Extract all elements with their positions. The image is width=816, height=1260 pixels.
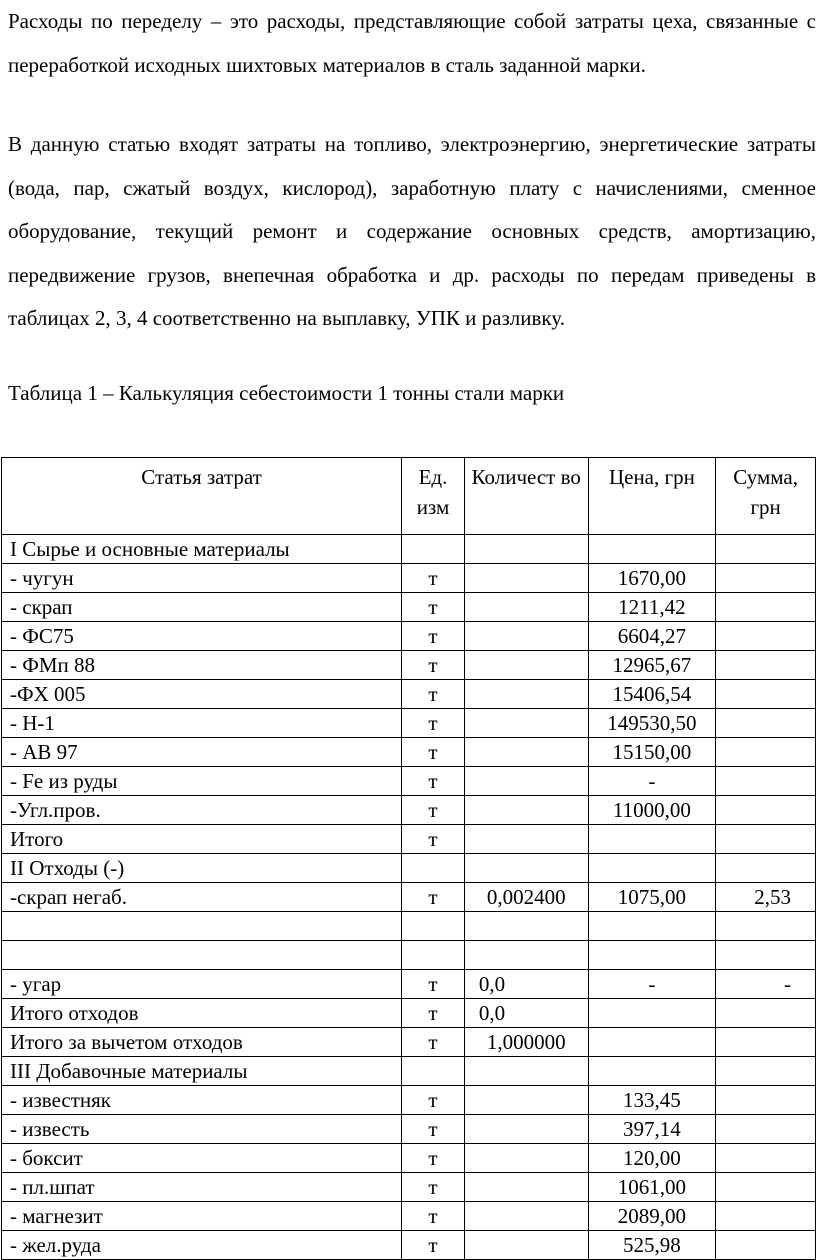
table-row: [2, 651, 816, 680]
table-row: [2, 1144, 816, 1173]
cell-price: -: [588, 970, 716, 999]
cell-quantity: [464, 912, 588, 941]
cell-unit: [402, 912, 465, 941]
table-row: [2, 825, 816, 854]
cell-cost-item: - Н-1: [2, 709, 402, 738]
cell-cost-item: - боксит: [2, 1144, 402, 1173]
cell-sum: [716, 941, 816, 970]
cell-price: [588, 535, 716, 564]
cell-price: -: [588, 767, 716, 796]
cell-cost-item: - угар: [2, 970, 402, 999]
table-row: [2, 1057, 816, 1086]
cell-price: 133,45: [588, 1086, 716, 1115]
cell-sum: [716, 1086, 816, 1115]
table-row: [2, 1115, 816, 1144]
cell-unit: т: [402, 1144, 465, 1173]
cell-unit: т: [402, 564, 465, 593]
cell-sum: [716, 1173, 816, 1202]
cell-quantity: 1,000000: [464, 1028, 588, 1057]
cell-cost-item: -скрап негаб.: [2, 883, 402, 912]
cell-cost-item: [2, 912, 402, 941]
cell-price: [588, 1028, 716, 1057]
cell-cost-item: II Отходы (-): [2, 854, 402, 883]
cell-cost-item: - магнезит: [2, 1202, 402, 1231]
cell-sum: [716, 912, 816, 941]
cell-price: [588, 941, 716, 970]
table-row: [2, 680, 816, 709]
cell-sum: [716, 796, 816, 825]
cell-sum: [716, 622, 816, 651]
table-header-row: [2, 458, 816, 535]
cell-unit: т: [402, 970, 465, 999]
header-price: Цена, грн: [588, 458, 716, 535]
cell-quantity: [464, 1057, 588, 1086]
table-row: [2, 883, 816, 912]
cell-quantity: [464, 1231, 588, 1260]
cell-unit: [402, 1057, 465, 1086]
cell-price: 15150,00: [588, 738, 716, 767]
cell-sum: [716, 767, 816, 796]
cell-cost-item: - пл.шпат: [2, 1173, 402, 1202]
header-sum: Сумма, грн: [716, 458, 816, 535]
table-row: [2, 767, 816, 796]
table-row: [2, 1028, 816, 1057]
cell-sum: [716, 999, 816, 1028]
cell-price: [588, 912, 716, 941]
header-unit: Ед. изм: [402, 458, 465, 535]
cell-quantity: [464, 535, 588, 564]
cell-cost-item: - Fe из руды: [2, 767, 402, 796]
cell-price: 6604,27: [588, 622, 716, 651]
cell-unit: т: [402, 1202, 465, 1231]
table-row: [2, 738, 816, 767]
cell-cost-item: -ФХ 005: [2, 680, 402, 709]
cell-unit: т: [402, 825, 465, 854]
cell-unit: т: [402, 738, 465, 767]
cell-sum: [716, 1231, 816, 1260]
cell-sum: [716, 1028, 816, 1057]
cell-unit: т: [402, 593, 465, 622]
cell-unit: т: [402, 1028, 465, 1057]
cell-cost-item: Итого за вычетом отходов: [2, 1028, 402, 1057]
cell-cost-item: Итого отходов: [2, 999, 402, 1028]
cell-price: 149530,50: [588, 709, 716, 738]
table-row: [2, 854, 816, 883]
cell-price: 15406,54: [588, 680, 716, 709]
cell-price: [588, 1057, 716, 1086]
cell-price: 2089,00: [588, 1202, 716, 1231]
cell-price: 1075,00: [588, 883, 716, 912]
cell-unit: [402, 535, 465, 564]
cell-unit: т: [402, 651, 465, 680]
cell-cost-item: - известняк: [2, 1086, 402, 1115]
cell-unit: т: [402, 1173, 465, 1202]
cell-sum: [716, 825, 816, 854]
cell-sum: [716, 854, 816, 883]
cell-cost-item: I Сырье и основные материалы: [2, 535, 402, 564]
cell-cost-item: [2, 941, 402, 970]
cell-sum: -: [716, 970, 816, 999]
table-row: [2, 709, 816, 738]
cell-unit: т: [402, 1115, 465, 1144]
table-row: [2, 941, 816, 970]
cell-quantity: [464, 796, 588, 825]
table-row: [2, 1086, 816, 1115]
cell-unit: т: [402, 709, 465, 738]
cell-sum: [716, 1144, 816, 1173]
cell-cost-item: Итого: [2, 825, 402, 854]
cell-price: 525,98: [588, 1231, 716, 1260]
table-row: [2, 912, 816, 941]
cost-calculation-table: [1, 457, 816, 1260]
cell-unit: [402, 854, 465, 883]
cell-quantity: [464, 1115, 588, 1144]
cell-quantity: 0,002400: [464, 883, 588, 912]
cell-unit: т: [402, 1086, 465, 1115]
cell-quantity: [464, 738, 588, 767]
cell-price: 1061,00: [588, 1173, 716, 1202]
cell-sum: [716, 1057, 816, 1086]
cell-quantity: [464, 593, 588, 622]
table-row: [2, 999, 816, 1028]
cell-unit: т: [402, 999, 465, 1028]
cell-quantity: [464, 1144, 588, 1173]
table-row: [2, 622, 816, 651]
cell-unit: т: [402, 883, 465, 912]
table-row: [2, 564, 816, 593]
cell-price: [588, 854, 716, 883]
cell-quantity: [464, 1086, 588, 1115]
cell-quantity: 0,0: [464, 970, 588, 999]
cell-price: 120,00: [588, 1144, 716, 1173]
cell-unit: [402, 941, 465, 970]
cell-sum: [716, 680, 816, 709]
cell-price: 12965,67: [588, 651, 716, 680]
cell-quantity: [464, 1202, 588, 1231]
paragraph-processing-costs: Расходы по переделу – это расходы, представляющие собой затраты цеха, связанные с переработкой исходных шихтовых материалов в сталь заданной марки.: [8, 9, 816, 77]
cell-sum: [716, 651, 816, 680]
cell-cost-item: - АВ 97: [2, 738, 402, 767]
cell-sum: [716, 1202, 816, 1231]
cell-price: 397,14: [588, 1115, 716, 1144]
cell-unit: т: [402, 680, 465, 709]
table-row: [2, 593, 816, 622]
cell-quantity: [464, 767, 588, 796]
header-quantity: Количест во: [464, 458, 588, 535]
cell-cost-item: - ФС75: [2, 622, 402, 651]
table-row: [2, 535, 816, 564]
cell-quantity: [464, 622, 588, 651]
cell-unit: т: [402, 622, 465, 651]
cell-price: 1211,42: [588, 593, 716, 622]
cell-sum: [716, 564, 816, 593]
cell-cost-item: - ФМп 88: [2, 651, 402, 680]
table-row: [2, 1231, 816, 1260]
cell-sum: [716, 593, 816, 622]
cell-unit: т: [402, 767, 465, 796]
cell-cost-item: - чугун: [2, 564, 402, 593]
cell-unit: т: [402, 1231, 465, 1260]
table-row: [2, 1173, 816, 1202]
cell-cost-item: -Угл.пров.: [2, 796, 402, 825]
cell-quantity: [464, 680, 588, 709]
cell-unit: т: [402, 796, 465, 825]
cell-quantity: [464, 1173, 588, 1202]
cell-price: [588, 825, 716, 854]
cell-cost-item: - скрап: [2, 593, 402, 622]
cell-cost-item: - жел.руда: [2, 1231, 402, 1260]
cell-quantity: [464, 709, 588, 738]
table-row: [2, 1202, 816, 1231]
header-cost-item: Статья затрат: [2, 458, 402, 535]
table-row: [2, 970, 816, 999]
cell-quantity: [464, 825, 588, 854]
cell-sum: [716, 535, 816, 564]
paragraph-cost-items: В данную статью входят затраты на топливо, электроэнергию, энергетические затраты (вода, пар, сжатый воздух, кислород), заработную плату с начислениями, сменное оборудование, текущий ремонт и содержание основных средств, амортизацию, передвижение грузов, внепечная обработка и др. расходы по передам приведены в таблицах 2, 3, 4 соответственно на выплавку, УПК и разливку.: [8, 132, 816, 330]
cell-sum: [716, 1115, 816, 1144]
table-row: [2, 796, 816, 825]
cell-sum: 2,53: [716, 883, 816, 912]
cell-quantity: [464, 564, 588, 593]
cell-quantity: [464, 941, 588, 970]
cell-sum: [716, 709, 816, 738]
cell-sum: [716, 738, 816, 767]
cell-price: 11000,00: [588, 796, 716, 825]
cell-price: 1670,00: [588, 564, 716, 593]
cell-cost-item: III Добавочные материалы: [2, 1057, 402, 1086]
cell-quantity: [464, 651, 588, 680]
table-caption: Таблица 1 – Калькуляция себестоимости 1 тонны стали марки: [8, 381, 565, 405]
cell-price: [588, 999, 716, 1028]
cell-quantity: 0,0: [464, 999, 588, 1028]
cell-cost-item: - известь: [2, 1115, 402, 1144]
cell-quantity: [464, 854, 588, 883]
